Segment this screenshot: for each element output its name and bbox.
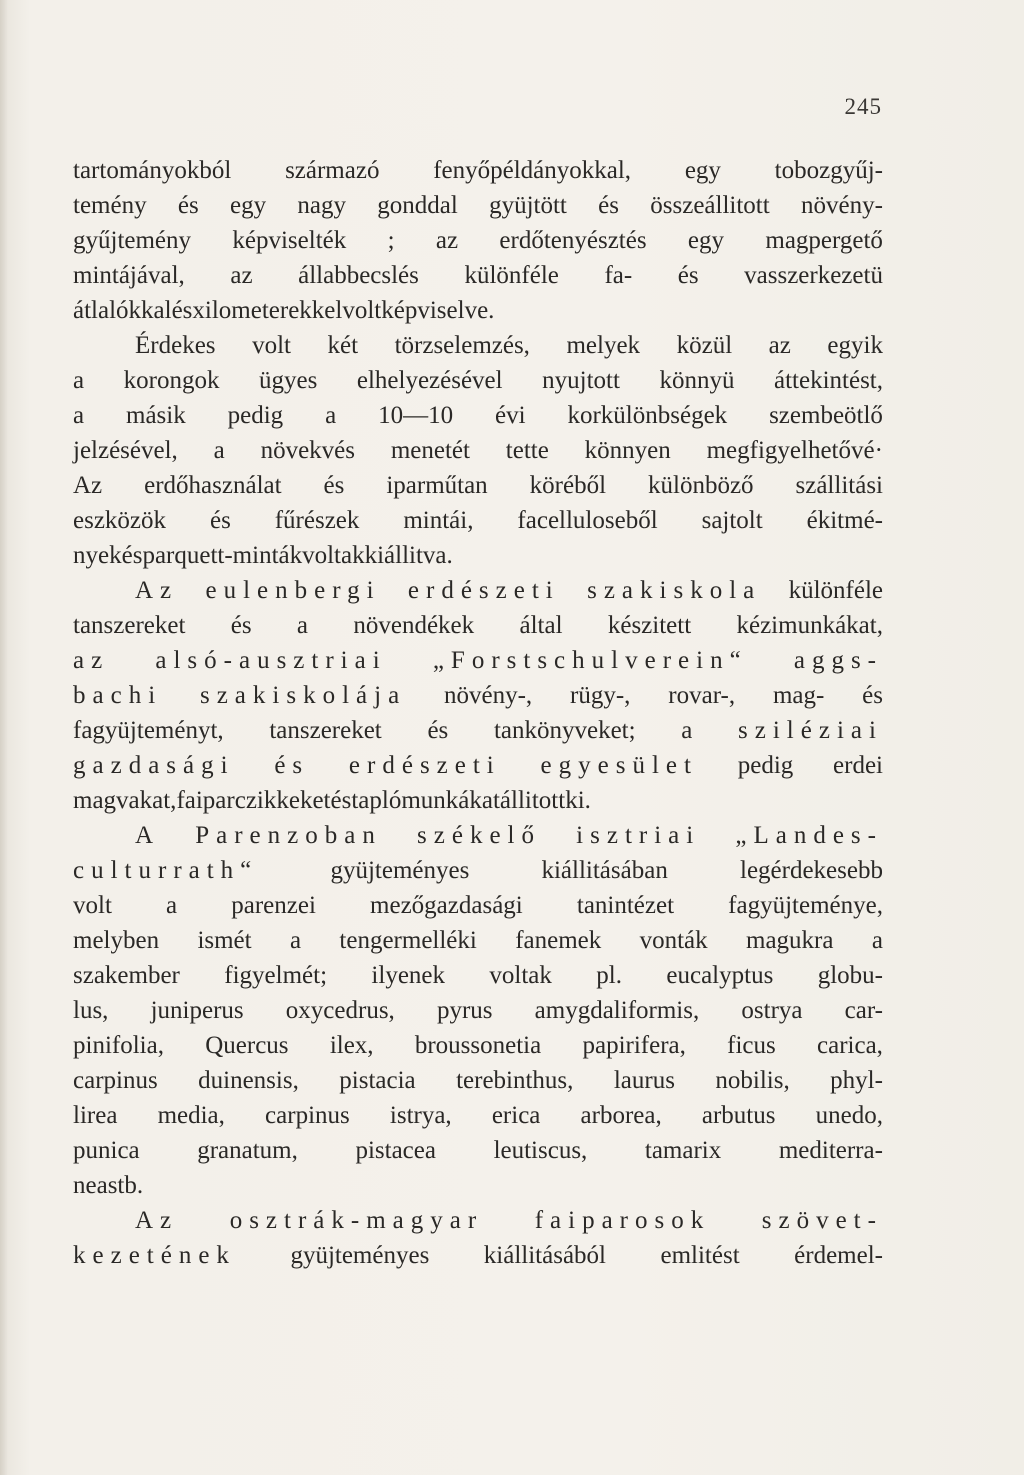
word: erdészeti bbox=[407, 577, 560, 604]
word: taplómunkákat bbox=[351, 787, 500, 814]
word: Az bbox=[135, 577, 179, 604]
word: egyik bbox=[827, 332, 883, 359]
text-line bbox=[73, 1063, 883, 1098]
word: eszközök bbox=[73, 507, 167, 534]
word: magpergető bbox=[765, 227, 883, 254]
word: szállitási bbox=[795, 472, 883, 499]
word: a bbox=[166, 892, 178, 919]
word: vasszerkezetü bbox=[744, 262, 883, 289]
word: és bbox=[171, 297, 193, 324]
word: sziléziai bbox=[738, 717, 883, 744]
word: ismét bbox=[197, 927, 252, 954]
word: erdőtenyésztés bbox=[499, 227, 647, 254]
word: granatum, bbox=[197, 1137, 298, 1164]
word: parquett-minták bbox=[142, 542, 303, 569]
word: media, bbox=[157, 1102, 225, 1129]
text-line bbox=[73, 958, 883, 993]
word: ügyes bbox=[259, 367, 318, 394]
text-line bbox=[73, 713, 883, 748]
word: az bbox=[73, 647, 110, 674]
text-line bbox=[73, 1168, 883, 1203]
word: és bbox=[121, 542, 143, 569]
text-line bbox=[73, 328, 883, 363]
word: szembeötlő bbox=[769, 402, 883, 429]
word: erica bbox=[491, 1102, 541, 1129]
word: fanemek bbox=[515, 927, 602, 954]
word: pyrus bbox=[436, 997, 493, 1024]
word: punica bbox=[73, 1137, 140, 1164]
word: a bbox=[289, 927, 302, 954]
word: terebinthus, bbox=[456, 1067, 574, 1094]
word: mintái, bbox=[403, 507, 474, 534]
word: kiállitva. bbox=[364, 542, 453, 569]
word: legérdekesebb bbox=[740, 857, 883, 884]
word: stb. bbox=[107, 1172, 144, 1199]
word: és bbox=[677, 262, 699, 289]
word: parenzei bbox=[231, 892, 316, 919]
word: facelluloseből bbox=[517, 507, 658, 534]
word: bachi bbox=[73, 682, 163, 709]
word: a bbox=[681, 717, 693, 744]
word: könnyü bbox=[659, 367, 735, 394]
word: carpinus bbox=[265, 1102, 350, 1129]
word: és bbox=[427, 717, 449, 744]
word: rügy-, bbox=[570, 682, 631, 709]
word: kézimunkákat, bbox=[736, 612, 883, 639]
word: korkülönbségek bbox=[567, 402, 728, 429]
word: arborea, bbox=[580, 1102, 662, 1129]
word: növendékek bbox=[353, 612, 475, 639]
word: erdei bbox=[833, 752, 883, 779]
word: ostrya bbox=[741, 997, 803, 1024]
word: ; bbox=[387, 227, 395, 254]
word: gonddal bbox=[377, 192, 458, 219]
word: pl. bbox=[596, 962, 622, 989]
word: lirea bbox=[73, 1102, 118, 1129]
word: „Forstschulverein“ bbox=[432, 647, 748, 674]
word: köréből bbox=[529, 472, 607, 499]
text-line bbox=[73, 468, 883, 503]
word: gyűjtemény bbox=[73, 227, 192, 254]
word: tanintézet bbox=[576, 892, 675, 919]
text-line bbox=[73, 573, 883, 608]
word: eulenbergi bbox=[205, 577, 381, 604]
word: gazdasági bbox=[73, 752, 235, 779]
word: különféle bbox=[464, 262, 559, 289]
word: és bbox=[230, 612, 252, 639]
word: mediterra- bbox=[778, 1137, 883, 1164]
word: által bbox=[519, 612, 563, 639]
word: Az bbox=[73, 472, 103, 499]
text-line bbox=[73, 1133, 883, 1168]
text-line bbox=[73, 153, 883, 188]
word: gyüjteményes bbox=[330, 857, 470, 884]
word: faiparczikkeket bbox=[176, 787, 331, 814]
word: juniperus bbox=[150, 997, 244, 1024]
word: phyl- bbox=[830, 1067, 883, 1094]
word: könnyen bbox=[584, 437, 671, 464]
word: voltak bbox=[302, 542, 365, 569]
word: tanszereket bbox=[73, 612, 186, 639]
word: iparműtan bbox=[386, 472, 488, 499]
word: a bbox=[296, 612, 309, 639]
word: a bbox=[213, 437, 225, 464]
word: különböző bbox=[648, 472, 754, 499]
word: székelő bbox=[417, 822, 541, 849]
word: kiállitásában bbox=[541, 857, 668, 884]
text-line bbox=[73, 888, 883, 923]
word: képviselték bbox=[232, 227, 347, 254]
word: erdőhasználat bbox=[144, 472, 282, 499]
word: menetét bbox=[390, 437, 470, 464]
word: „Landes- bbox=[735, 822, 883, 849]
word: carica, bbox=[817, 1032, 883, 1059]
word: gyüjtött bbox=[489, 192, 567, 219]
word: érdemel- bbox=[794, 1242, 883, 1269]
word: globu- bbox=[817, 962, 883, 989]
word: gyüjteményes bbox=[290, 1242, 430, 1269]
word: ki. bbox=[565, 787, 591, 814]
word: nobilis, bbox=[715, 1067, 790, 1094]
word: culturrath“ bbox=[73, 857, 259, 884]
word: isztriai bbox=[576, 822, 701, 849]
word: származó bbox=[285, 157, 380, 184]
word: lus, bbox=[73, 997, 109, 1024]
word: vonták bbox=[639, 927, 708, 954]
word: növény- bbox=[800, 192, 883, 219]
word: nagy bbox=[297, 192, 346, 219]
word: tengermelléki bbox=[339, 927, 477, 954]
text-line bbox=[73, 923, 883, 958]
word: pedig bbox=[737, 752, 794, 779]
word: fűrészek bbox=[274, 507, 360, 534]
word: különféle bbox=[788, 577, 883, 604]
text-line bbox=[73, 783, 883, 818]
word: xilometerekkel bbox=[192, 297, 343, 324]
word: és bbox=[862, 682, 883, 709]
text-line bbox=[73, 643, 883, 678]
text-line bbox=[73, 608, 883, 643]
text-line bbox=[73, 1098, 883, 1133]
word: pistacia bbox=[339, 1067, 416, 1094]
word: papirifera, bbox=[582, 1032, 686, 1059]
word: Parenzoban bbox=[195, 822, 382, 849]
page-binding-edge bbox=[0, 0, 8, 1475]
word: laurus bbox=[613, 1067, 675, 1094]
text-line bbox=[73, 363, 883, 398]
word: nyek bbox=[73, 542, 122, 569]
word: tette bbox=[505, 437, 549, 464]
word: készitett bbox=[607, 612, 692, 639]
word: a bbox=[73, 402, 85, 429]
word: fagyüjteményt, bbox=[73, 717, 224, 744]
text-line bbox=[73, 223, 883, 258]
word: pedig bbox=[227, 402, 284, 429]
word: egy bbox=[687, 227, 725, 254]
word: ficus bbox=[727, 1032, 776, 1059]
word: aggs- bbox=[793, 647, 883, 674]
word: temény bbox=[73, 192, 147, 219]
word: és bbox=[177, 192, 199, 219]
word: szakiskola bbox=[587, 577, 762, 604]
word: növény-, bbox=[444, 682, 533, 709]
text-line bbox=[73, 748, 883, 783]
word: összeállitott bbox=[650, 192, 770, 219]
word: nyujtott bbox=[542, 367, 620, 394]
text-line bbox=[73, 1203, 883, 1238]
word: tartományokból bbox=[73, 157, 232, 184]
word: melyek bbox=[566, 332, 641, 359]
text-line bbox=[73, 433, 883, 468]
word: sajtolt bbox=[701, 507, 763, 534]
word: leutiscus, bbox=[493, 1137, 588, 1164]
word: tobozgyűj- bbox=[774, 157, 883, 184]
word: istrya, bbox=[389, 1102, 452, 1129]
word: Érdekes bbox=[135, 332, 216, 359]
word: carpinus bbox=[73, 1067, 158, 1094]
word: és bbox=[598, 192, 619, 219]
word: rovar-, bbox=[668, 682, 736, 709]
word: a bbox=[871, 927, 883, 954]
word: és bbox=[274, 752, 310, 779]
word: osztrák-magyar bbox=[229, 1207, 484, 1234]
text-line bbox=[73, 188, 883, 223]
text-line bbox=[73, 853, 883, 888]
word: oxycedrus, bbox=[285, 997, 395, 1024]
word: alsó-ausztriai bbox=[155, 647, 387, 674]
word: közül bbox=[676, 332, 733, 359]
word: fenyőpéldányokkal, bbox=[433, 157, 632, 184]
word: szövet- bbox=[761, 1207, 883, 1234]
word: másik bbox=[126, 402, 186, 429]
word: volt bbox=[342, 297, 382, 324]
word: ilex, bbox=[329, 1032, 374, 1059]
word: a bbox=[73, 367, 85, 394]
word: törzselemzés, bbox=[394, 332, 530, 359]
word: egyesület bbox=[540, 752, 698, 779]
word: figyelmét; bbox=[224, 962, 328, 989]
word: pinifolia, bbox=[73, 1032, 164, 1059]
word: tanszereket bbox=[269, 717, 382, 744]
word: melyben bbox=[73, 927, 160, 954]
text-line bbox=[73, 818, 883, 853]
word: broussonetia bbox=[414, 1032, 542, 1059]
word: pistacea bbox=[355, 1137, 436, 1164]
word: mezőgazdasági bbox=[370, 892, 523, 919]
word: egy bbox=[229, 192, 267, 219]
text-line bbox=[73, 1028, 883, 1063]
word: az bbox=[768, 332, 791, 359]
text-line bbox=[73, 1238, 883, 1273]
word: fagyüjteménye, bbox=[728, 892, 883, 919]
word: Az bbox=[135, 1207, 179, 1234]
word: átlalókkal bbox=[73, 297, 172, 324]
word: kezetének bbox=[73, 1242, 236, 1269]
word: Quercus bbox=[205, 1032, 289, 1059]
text-line bbox=[73, 398, 883, 433]
word: és bbox=[323, 472, 345, 499]
word: ilyenek bbox=[371, 962, 446, 989]
word: voltak bbox=[489, 962, 552, 989]
word: magvakat, bbox=[73, 787, 177, 814]
word: évi bbox=[495, 402, 526, 429]
word: tamarix bbox=[644, 1137, 722, 1164]
word: fa- bbox=[604, 262, 633, 289]
word: nea bbox=[73, 1172, 108, 1199]
word: unedo, bbox=[815, 1102, 883, 1129]
word: kiállitásából bbox=[483, 1242, 606, 1269]
word: állitott bbox=[499, 787, 566, 814]
word: volt bbox=[73, 892, 112, 919]
word: faiparosok bbox=[534, 1207, 711, 1234]
text-line bbox=[73, 258, 883, 293]
word: A bbox=[135, 822, 161, 849]
word: és bbox=[330, 787, 352, 814]
word: az bbox=[435, 227, 459, 254]
word: arbutus bbox=[701, 1102, 776, 1129]
page-number: 245 bbox=[844, 94, 882, 119]
word: jelzésével, bbox=[73, 437, 178, 464]
word: mag- bbox=[772, 682, 825, 709]
text-line bbox=[73, 538, 883, 573]
word: szakiskolája bbox=[199, 682, 407, 709]
word: tankönyveket; bbox=[493, 717, 636, 744]
word: amygdaliformis, bbox=[534, 997, 700, 1024]
word: az bbox=[230, 262, 253, 289]
word: emlitést bbox=[660, 1242, 740, 1269]
word: a bbox=[325, 402, 337, 429]
word: egy bbox=[684, 157, 721, 184]
word: képviselve. bbox=[381, 297, 495, 324]
word: szakember bbox=[73, 962, 180, 989]
text-line bbox=[73, 678, 883, 713]
word: korongok bbox=[123, 367, 220, 394]
word: ékitmé- bbox=[806, 507, 883, 534]
word: magukra bbox=[746, 927, 834, 954]
word: növekvés bbox=[260, 437, 355, 464]
word: megfigyelhetővé· bbox=[706, 437, 883, 464]
word: és bbox=[209, 507, 231, 534]
word: eucalyptus bbox=[666, 962, 774, 989]
text-line bbox=[73, 993, 883, 1028]
text-line bbox=[73, 293, 883, 328]
word: volt bbox=[252, 332, 291, 359]
word: erdészeti bbox=[348, 752, 501, 779]
word: áttekintést, bbox=[774, 367, 883, 394]
word: mintájával, bbox=[73, 262, 185, 289]
word: duinensis, bbox=[198, 1067, 299, 1094]
word: két bbox=[327, 332, 359, 359]
word: elhelyezésével bbox=[356, 367, 503, 394]
word: 10—10 bbox=[378, 402, 454, 429]
word: állabbecslés bbox=[298, 262, 419, 289]
text-line bbox=[73, 503, 883, 538]
word: car- bbox=[844, 997, 883, 1024]
body-text bbox=[73, 153, 883, 1273]
